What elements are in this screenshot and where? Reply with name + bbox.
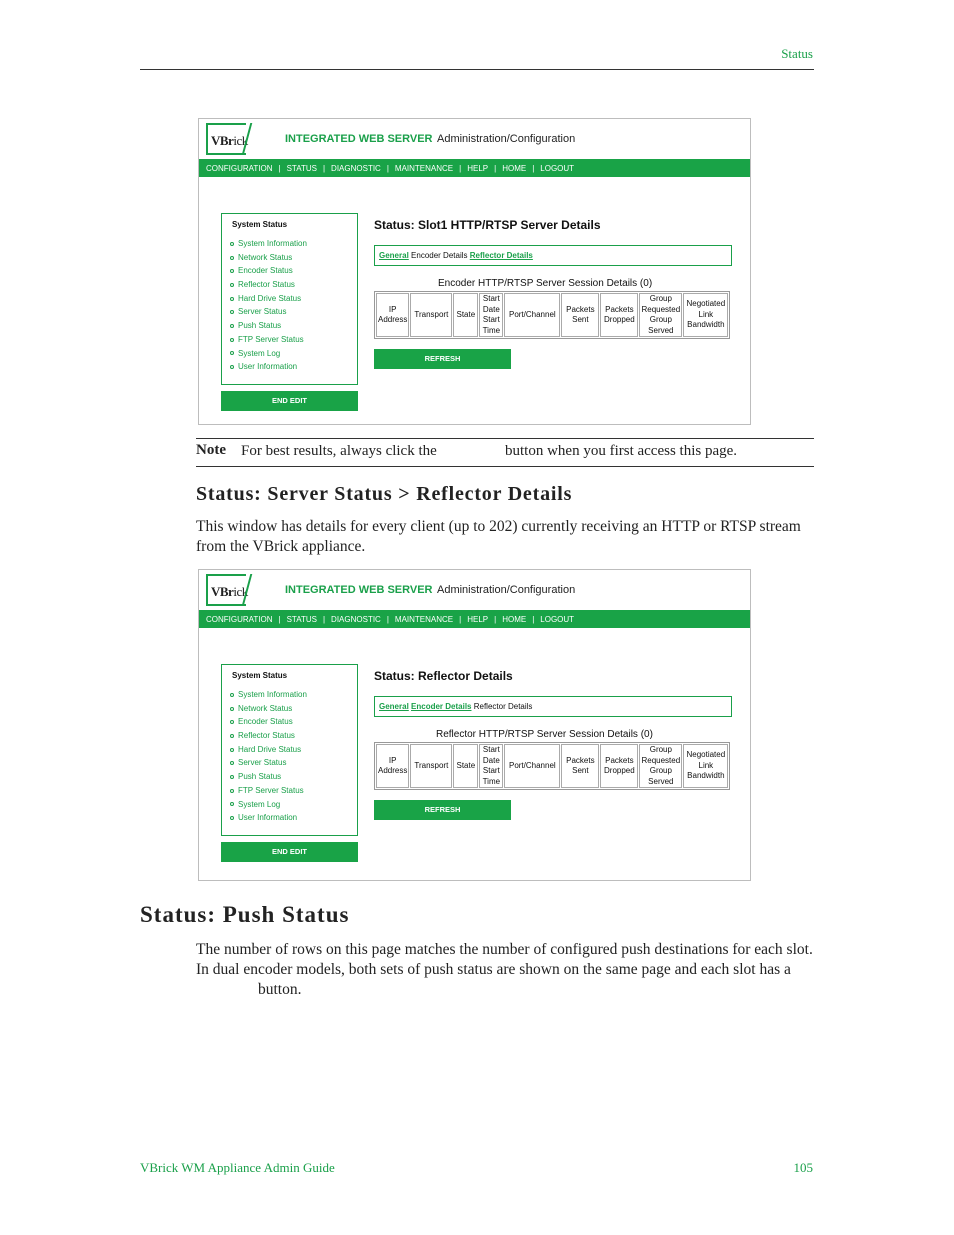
refresh-button[interactable]: REFRESH	[374, 800, 511, 820]
tab-general[interactable]: General	[379, 251, 409, 260]
nav-diagnostic[interactable]: DIAGNOSTIC	[331, 163, 381, 173]
bullet-icon	[230, 720, 234, 724]
bullet-icon	[230, 297, 234, 301]
system-status-sidebar	[221, 664, 358, 836]
sidebar-item-network-status[interactable]: Network Status	[230, 702, 307, 716]
column-header: Negotiated Link Bandwidth	[683, 293, 728, 337]
sidebar-item-encoder-status[interactable]: Encoder Status	[230, 715, 307, 729]
nav-diagnostic[interactable]: DIAGNOSTIC	[331, 614, 381, 624]
column-header: Packets Dropped	[600, 744, 638, 788]
nav-status[interactable]: STATUS	[286, 614, 317, 624]
end-edit-button[interactable]: END EDIT	[221, 842, 358, 862]
sidebar-item-encoder-status[interactable]: Encoder Status	[230, 264, 307, 278]
sidebar-item-server-status[interactable]: Server Status	[230, 756, 307, 770]
note-rule-bottom	[196, 466, 814, 467]
nav-configuration[interactable]: CONFIGURATION	[206, 163, 273, 173]
note-rule-top	[196, 438, 814, 439]
sidebar-item-user-information[interactable]: User Information	[230, 360, 307, 374]
bullet-icon	[230, 789, 234, 793]
section-paragraph: This window has details for every client (up to 202) currently receiving an HTTP or RTSP stream from the VBrick appliance.	[196, 518, 801, 555]
vbrick-logo[interactable]: VBrick	[206, 123, 246, 155]
bullet-icon	[230, 365, 234, 369]
push-status-paragraph: The number of rows on this page matches the number of configured push destinations for each slot. In dual encoder models, both sets of push status are shown on the same page and each slot has abutton.	[196, 941, 813, 998]
session-table	[374, 742, 730, 790]
nav-help[interactable]: HELP	[467, 614, 489, 624]
column-header: Transport	[410, 744, 452, 788]
nav-help[interactable]: HELP	[467, 163, 489, 173]
details-tabs	[374, 245, 732, 266]
sidebar-item-system-information[interactable]: System Information	[230, 237, 307, 251]
nav-configuration[interactable]: CONFIGURATION	[206, 614, 273, 624]
sidebar-item-push-status[interactable]: Push Status	[230, 319, 307, 333]
header-subtitle: Administration/Configuration	[437, 584, 576, 596]
session-caption: Encoder HTTP/RTSP Server Session Details (0)	[438, 278, 653, 289]
column-header: Start Date Start Time	[479, 293, 503, 337]
sidebar-item-user-information[interactable]: User Information	[230, 811, 307, 825]
column-header: Negotiated Link Bandwidth	[683, 744, 728, 788]
bullet-icon	[230, 242, 234, 246]
sidebar-item-system-information[interactable]: System Information	[230, 688, 307, 702]
tab-encoder-details[interactable]: Encoder Details	[411, 702, 472, 711]
column-header: Group Requested Group Served	[639, 744, 682, 788]
bullet-icon	[230, 256, 234, 260]
tab-reflector-details[interactable]: Reflector Details	[469, 251, 533, 260]
sidebar-item-ftp-server-status[interactable]: FTP Server Status	[230, 333, 307, 347]
nav-home[interactable]: HOME	[502, 163, 527, 173]
web-server-header	[199, 119, 750, 159]
column-header: Packets Sent	[561, 744, 599, 788]
session-table	[374, 291, 730, 339]
page-number: 105	[793, 1160, 813, 1175]
column-header: State	[453, 744, 478, 788]
nav-home[interactable]: HOME	[502, 614, 527, 624]
system-status-sidebar	[221, 213, 358, 385]
screenshot-server-details	[198, 118, 751, 425]
header-title: INTEGRATED WEB SERVER	[285, 584, 433, 596]
nav-logout[interactable]: LOGOUT	[540, 163, 575, 173]
end-edit-button[interactable]: END EDIT	[221, 391, 358, 411]
bullet-icon	[230, 734, 234, 738]
bullet-icon	[230, 816, 234, 820]
nav-maintenance[interactable]: MAINTENANCE	[394, 163, 454, 173]
note-text: For best results, always click the	[241, 443, 437, 459]
section-heading: Status: Server Status > Reflector Details	[196, 483, 573, 505]
running-head: Status	[781, 46, 813, 61]
sidebar-item-push-status[interactable]: Push Status	[230, 770, 307, 784]
tab-general[interactable]: General	[379, 702, 409, 711]
sidebar-title: System Status	[232, 220, 288, 229]
sidebar-item-reflector-status[interactable]: Reflector Status	[230, 278, 307, 292]
header-subtitle: Administration/Configuration	[437, 133, 576, 145]
column-header: Group Requested Group Served	[639, 293, 682, 337]
vbrick-logo[interactable]: VBrick	[206, 574, 246, 606]
screenshot-reflector-details	[198, 569, 751, 881]
refresh-button[interactable]: REFRESH	[374, 349, 511, 369]
bullet-icon	[230, 351, 234, 355]
bullet-icon	[230, 269, 234, 273]
sidebar-item-hard-drive-status[interactable]: Hard Drive Status	[230, 743, 307, 757]
sidebar-title: System Status	[232, 671, 288, 680]
column-header: Port/Channel	[504, 744, 560, 788]
push-status-heading: Status: Push Status	[140, 902, 350, 927]
nav-bar: CONFIGURATION | STATUS | DIAGNOSTIC | MAINTENANCE | HELP | HOME | LOGOUT	[199, 610, 750, 628]
bullet-icon	[230, 775, 234, 779]
sidebar-item-server-status[interactable]: Server Status	[230, 305, 307, 319]
note-label: Note	[196, 442, 226, 458]
bullet-icon	[230, 761, 234, 765]
session-caption: Reflector HTTP/RTSP Server Session Details (0)	[436, 729, 653, 740]
panel-title: Status: Slot1 HTTP/RTSP Server Details	[374, 218, 601, 232]
bullet-icon	[230, 283, 234, 287]
web-server-header	[199, 570, 750, 610]
header-rule	[140, 69, 814, 70]
bullet-icon	[230, 693, 234, 697]
bullet-icon	[230, 707, 234, 711]
nav-status[interactable]: STATUS	[286, 163, 317, 173]
sidebar-item-system-log[interactable]: System Log	[230, 347, 307, 361]
footer-title: VBrick WM Appliance Admin Guide	[140, 1160, 335, 1175]
sidebar-item-ftp-server-status[interactable]: FTP Server Status	[230, 784, 307, 798]
column-header: IP Address	[376, 293, 409, 337]
nav-maintenance[interactable]: MAINTENANCE	[394, 614, 454, 624]
column-header: Transport	[410, 293, 452, 337]
column-header: Start Date Start Time	[479, 744, 503, 788]
bullet-icon	[230, 324, 234, 328]
column-header: Packets Dropped	[600, 293, 638, 337]
column-header: Port/Channel	[504, 293, 560, 337]
sidebar-item-system-log[interactable]: System Log	[230, 798, 307, 812]
nav-bar: CONFIGURATION | STATUS | DIAGNOSTIC | MAINTENANCE | HELP | HOME | LOGOUT	[199, 159, 750, 177]
nav-logout[interactable]: LOGOUT	[540, 614, 575, 624]
panel-title: Status: Reflector Details	[374, 669, 513, 683]
bullet-icon	[230, 748, 234, 752]
note-text-end: button when you first access this page.	[505, 443, 738, 459]
column-header: Packets Sent	[561, 293, 599, 337]
bullet-icon	[230, 802, 234, 806]
tab-encoder-details: Encoder Details	[411, 251, 468, 260]
bullet-icon	[230, 338, 234, 342]
tab-reflector-details: Reflector Details	[473, 702, 533, 711]
bullet-icon	[230, 310, 234, 314]
sidebar-item-reflector-status[interactable]: Reflector Status	[230, 729, 307, 743]
sidebar-item-hard-drive-status[interactable]: Hard Drive Status	[230, 292, 307, 306]
column-header: IP Address	[376, 744, 409, 788]
details-tabs	[374, 696, 732, 717]
column-header: State	[453, 293, 478, 337]
sidebar-item-network-status[interactable]: Network Status	[230, 251, 307, 265]
header-title: INTEGRATED WEB SERVER	[285, 133, 433, 145]
